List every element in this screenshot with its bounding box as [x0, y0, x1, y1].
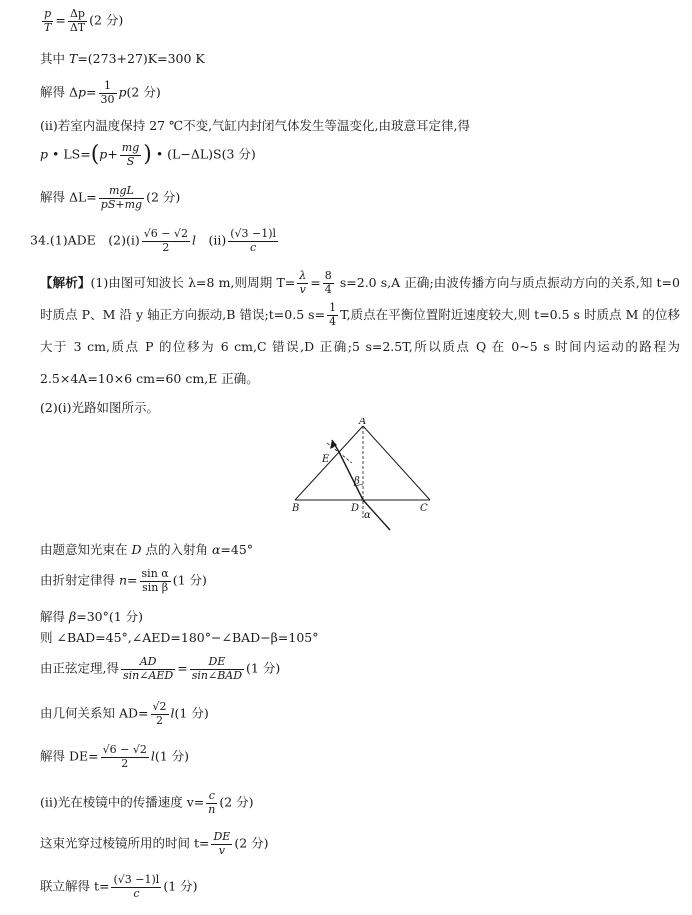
label-alpha: α	[364, 510, 371, 521]
fraction: $\frac{1}{30}$	[100, 79, 115, 106]
equation-line-16: (ⅱ)光在棱镜中的传播速度 v= $\frac{c}{n}$ (2 分)	[40, 789, 254, 816]
fraction: $\frac{mg}{S}$	[121, 141, 140, 168]
fraction: DE sin∠BAD	[191, 655, 243, 682]
prism-side-ac	[363, 426, 430, 500]
fraction: $\frac{√6 - √2}{2}$	[143, 227, 188, 254]
fraction: $\frac{(√3 -1)l}{c}$	[230, 227, 277, 254]
text-line-4: (ⅱ)若室内温度保持 27 ℃不变,气缸内封闭气体发生等温变化,由玻意耳定律,得	[40, 118, 471, 133]
equation-line-6: 解得 ΔL= mgL pS+mg (2 分)	[40, 184, 181, 211]
fraction: $\frac{√2}{2}$	[152, 700, 167, 727]
fraction: $\frac{c}{n}$	[208, 789, 216, 816]
equation-line-15: 解得 DE= $\frac{√6 - √2}{2}$ l(1 分)	[40, 743, 190, 770]
label-e: E	[322, 454, 330, 465]
equation-line-10: 由折射定律得 n= $\frac{\text{sin α}}{\text{sin β}}$ (1 分)	[40, 567, 207, 594]
equation-line-17: 这束光穿过棱镜所用的时间 t= $\frac{DE}{v}$ (2 分)	[40, 830, 269, 857]
text-line-8: (2)(ⅰ)光路如图所示。	[40, 400, 159, 415]
label-c: C	[420, 503, 428, 514]
fraction: $\frac{\lambda}{v}$	[299, 269, 307, 296]
prism-light-path-figure	[280, 418, 450, 533]
label-b: B	[292, 503, 300, 514]
fraction: $\frac{8}{4}$	[324, 269, 332, 296]
analysis-paragraph: 【解析】(1)由图可知波长 λ=8 m,则周期 T= $\frac{\lambda}{v}$ = $\frac{8}{4}$ s=2.0 s,A 正确;由波传播方向与质点振动方向的关系,知 t=0 时质点 P、M 沿 y 轴正方向振动,B 错误;t=0.5 s= $\frac{1}{4}$ T,质点在平衡位置附近速度较大,则 t=0.5 s 时质点 M 的位移大于 3 cm,质点 P 的位移为 6 cm,C 错误,D 正确;5 s=2.5T,所以质点 Q 在 0~5 s 时间内运动的路程为 2.5×4A=10×6 cm=60 cm,E 正确。	[40, 269, 681, 386]
answer-line-34: 34.(1)ADE (2)(ⅰ) $\frac{√6 - √2}{2}$ l (ⅱ) $\frac{(√3 -1)l}{c}$	[30, 227, 277, 254]
text-line-9: 由题意知光束在 D 点的入射角 α=45°	[40, 542, 254, 557]
label-d: D	[351, 503, 360, 514]
fraction: $\frac{p}{T}$	[44, 7, 52, 34]
equation-line-5: p • LS=(p+ $\frac{mg}{S}$ ) • (L−ΔL)S(3 分)	[40, 141, 256, 168]
equation-line-13: 由正弦定理,得 AD sin∠AED = DE sin∠BAD (1 分)	[40, 655, 281, 682]
label-a: A	[359, 418, 367, 427]
text-line-12: 则 ∠BAD=45°,∠AED=180°−∠BAD−β=105°	[40, 630, 319, 645]
fraction: $\frac{\text{sin α}}{\text{sin β}}$	[141, 567, 169, 594]
equation-line-1: $\frac{p}{T}$ = $\frac{\Delta p}{\Delta T}$ (2 分)	[44, 7, 124, 34]
fraction: AD sin∠AED	[122, 655, 174, 682]
label-beta: β	[354, 476, 360, 487]
text-line-11: 解得 β=30°(1 分)	[40, 609, 144, 624]
fraction: $\frac{\Delta p}{\Delta T}$	[69, 7, 86, 34]
fraction: $\frac{DE}{v}$	[213, 830, 231, 857]
fraction: $\frac{(√3 -1)l}{c}$	[113, 873, 160, 900]
equation-line-18: 联立解得 t= $\frac{(√3 -1)l}{c}$ (1 分)	[40, 873, 198, 900]
fraction: mgL pS+mg	[100, 184, 143, 211]
text-line-2: 其中 T=(273+27)K=300 K	[40, 51, 205, 66]
equation-line-3: 解得 Δp= $\frac{1}{30}$ p(2 分)	[40, 79, 161, 106]
fraction: $\frac{√6 - √2}{2}$	[102, 743, 147, 770]
equation-line-14: 由几何关系知 AD= $\frac{√2}{2}$ l(1 分)	[40, 700, 209, 727]
fraction: $\frac{1}{4}$	[329, 301, 337, 328]
